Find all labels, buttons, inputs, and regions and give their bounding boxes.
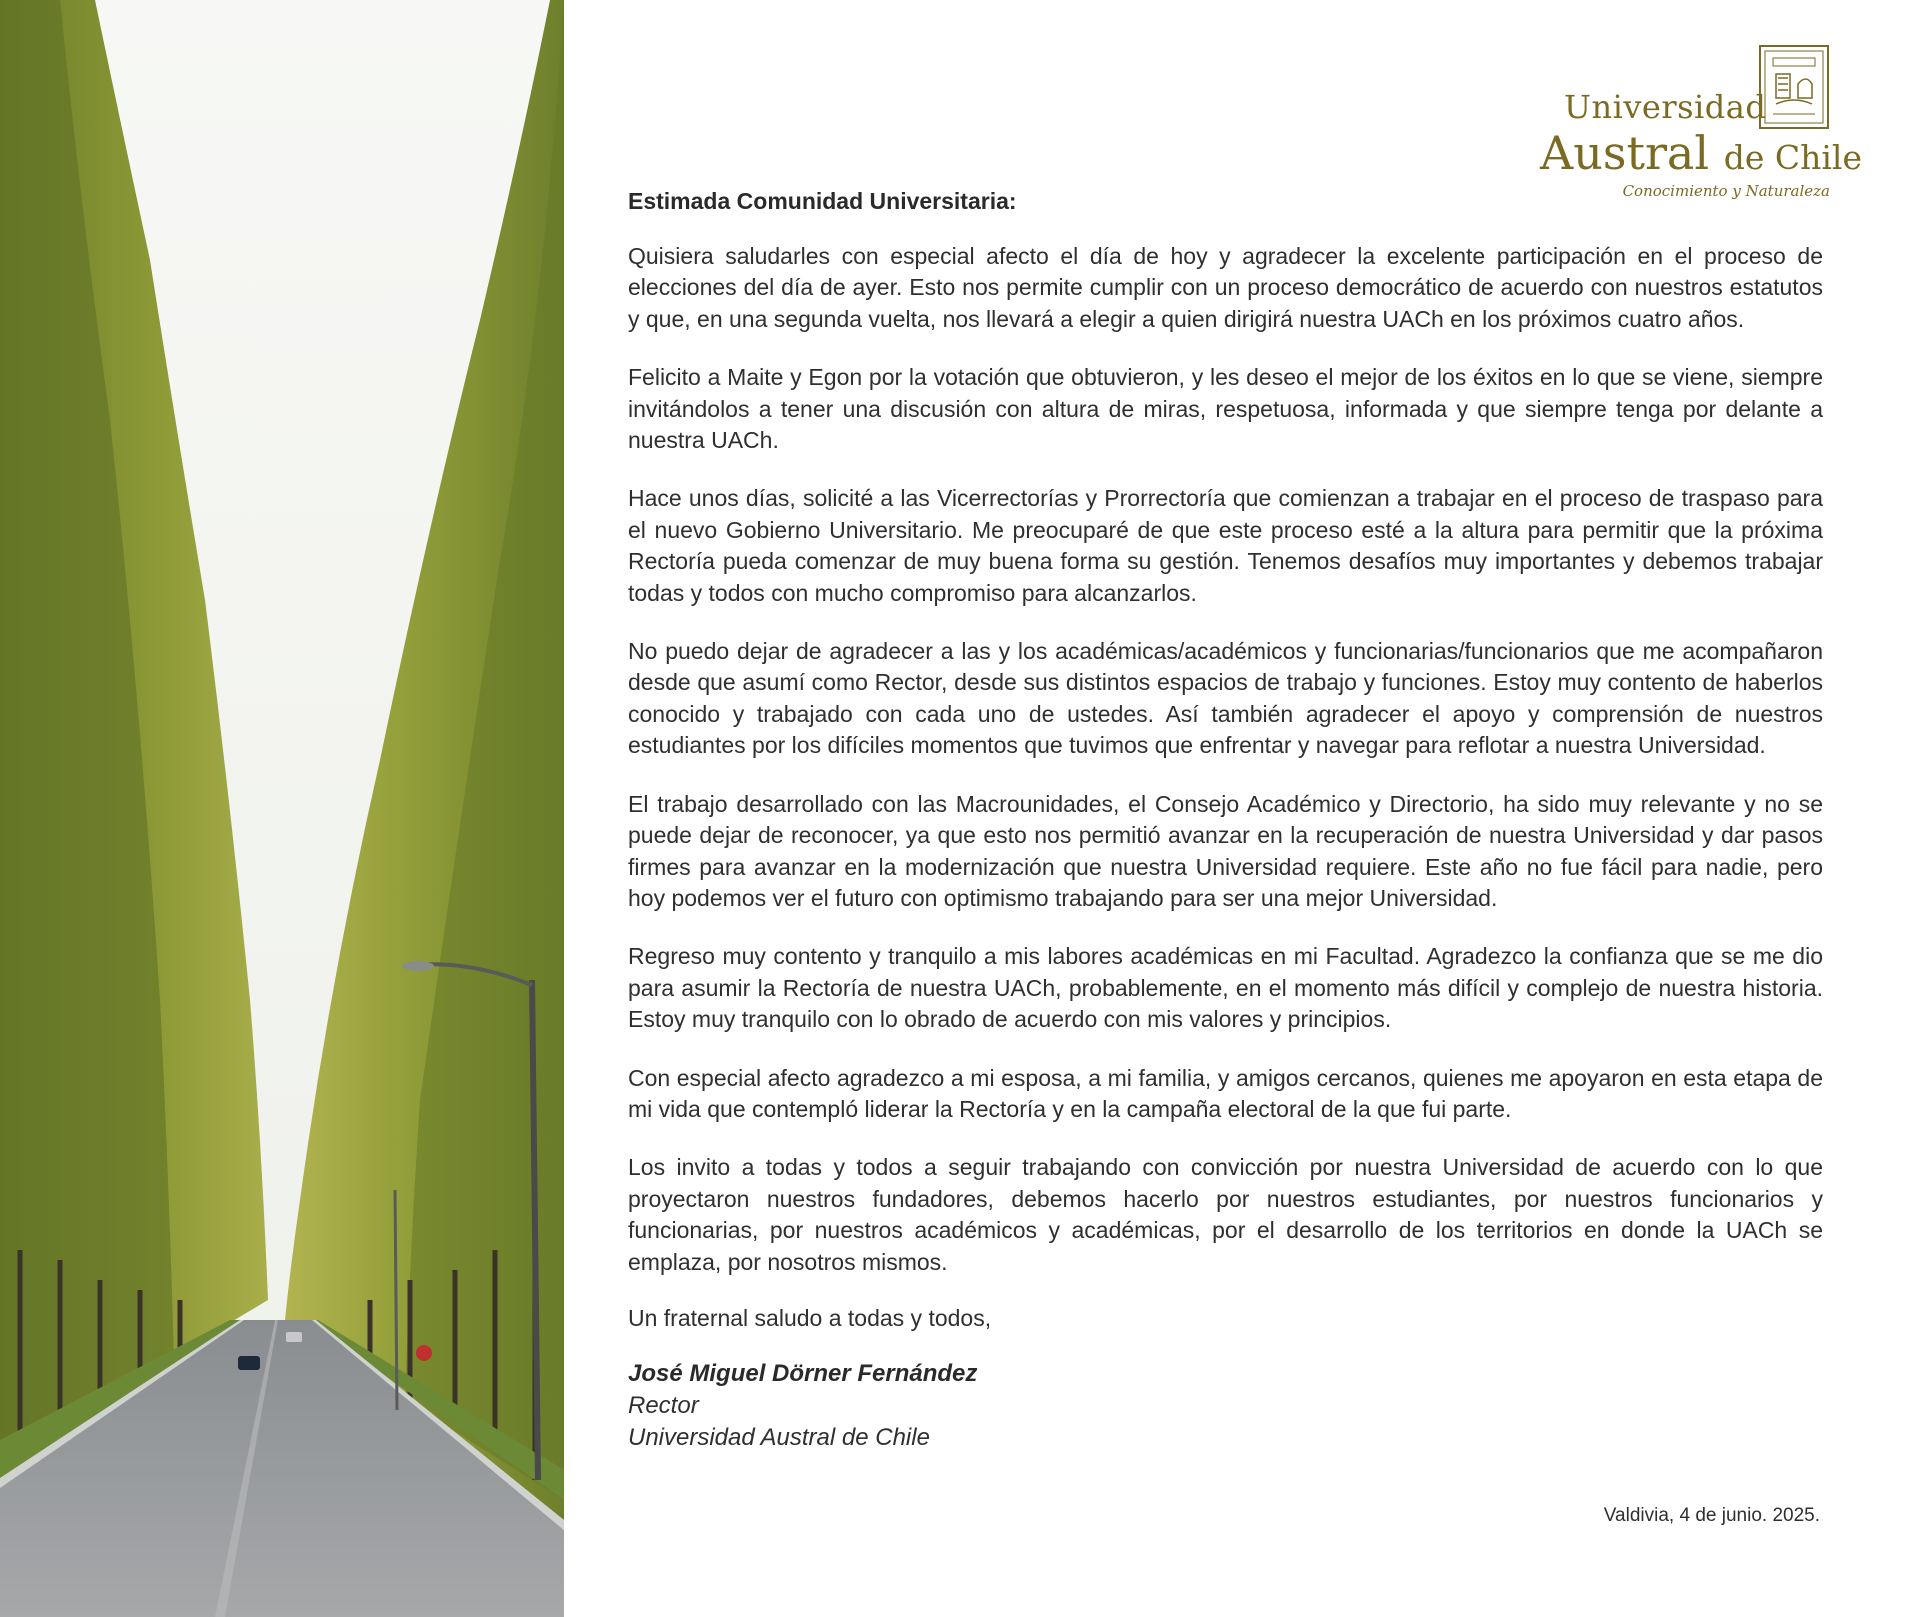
signature-role: Rector bbox=[628, 1391, 699, 1419]
tree-avenue-illustration bbox=[0, 0, 564, 1617]
logo-line-universidad: Universidad bbox=[1564, 88, 1767, 126]
paragraph: No puedo dejar de agradecer a las y los académicas/académicos y funcionarias/funcionarios que me acompañaron desde que asumí como Rector, desde sus distintos espacios de trabajo y funciones. Estoy muy contento de haberlos conocido y trabajado con cada uno de ustedes. Así también agradecer el apoyo y comprensión de nuestros estudiantes por los difíciles momentos que tuvimos que enfrentar y navegar para reflotar a nuestra Universidad. bbox=[628, 638, 1823, 759]
letter-greeting: Estimada Comunidad Universitaria: bbox=[628, 188, 1017, 214]
avenue-photo bbox=[0, 0, 564, 1617]
paragraph: Hace unos días, solicité a las Vicerrectorías y Prorrectoría que comienzan a trabajar en el proceso de traspaso para el nuevo Gobierno Universitario. Me preocuparé de que este proceso esté a la altura para permitir que la próxima Rectoría pueda comenzar de muy buena forma su gestión. Tenemos desafíos muy importantes y debemos trabajar todas y todos con mucho compromiso para alcanzarlos. bbox=[628, 485, 1823, 606]
paragraph: Los invito a todas y todos a seguir trabajando con convicción por nuestra Universidad de acuerdo con lo que proyectaron nuestros fundadores, debemos hacerlo por nuestros estudiantes, por nuestros funcionarios y funcionarias, por nuestros académicos y académicas, por el desarrollo de los territorios en donde la UACh se emplaza, por nosotros mismos. bbox=[628, 1154, 1823, 1275]
logo-tagline: Conocimiento y Naturaleza bbox=[1622, 182, 1830, 200]
university-logo bbox=[1540, 44, 1862, 204]
logo-line-austral bbox=[1540, 126, 1862, 180]
signature-institution: Universidad Austral de Chile bbox=[628, 1423, 930, 1451]
logo-de-chile-text: de Chile bbox=[1723, 138, 1862, 177]
paragraph: Felicito a Maite y Egon por la votación que obtuvieron, y les deseo el mejor de los éxitos en lo que se viene, siempre invitándolos a tener una discusión con altura de miras, respetuosa, informada y que siempre tenga por delante a nuestra UACh. bbox=[628, 364, 1823, 454]
paragraph: Quisiera saludarles con especial afecto el día de hoy y agradecer la excelente participación en el proceso de elecciones del día de ayer. Esto nos permite cumplir con un proceso democrático de acuerdo con nuestros estatutos y que, en una segunda vuelta, nos llevará a elegir a quien dirigirá nuestra UACh en los próximos cuatro años. bbox=[628, 243, 1823, 332]
letter-body bbox=[628, 188, 1823, 1454]
paragraph: Regreso muy contento y tranquilo a mis labores académicas en mi Facultad. Agradezco la confianza que se me dio para asumir la Rectoría de nuestra UACh, probablemente, en el momento más difícil y complejo de nuestra historia. Estoy muy tranquilo con lo obrado de acuerdo con mis valores y principios. bbox=[628, 943, 1823, 1033]
signature-name: José Miguel Dörner Fernández bbox=[628, 1359, 978, 1387]
university-crest-icon bbox=[1758, 44, 1830, 130]
paragraph: El trabajo desarrollado con las Macrounidades, el Consejo Académico y Directorio, ha sido muy relevante y no se puede dejar de reconocer, ya que esto nos permitió avanzar en la recuperación de nuestra Universidad y dar pasos firmes para avanzar en la modernización que nuestra Universidad requiere. Este año no fue fácil para nadie, pero hoy podemos ver el futuro con optimismo trabajando para ser una mejor Universidad. bbox=[628, 790, 1823, 911]
logo-austral-text: Austral bbox=[1540, 126, 1710, 180]
letter-date: Valdivia, 4 de junio. 2025. bbox=[1603, 1505, 1820, 1526]
paragraph: Con especial afecto agradezco a mi esposa, a mi familia, y amigos cercanos, quienes me apoyaron en esta etapa de mi vida que contempló liderar la Rectoría y en la campaña electoral de la que fui parte. bbox=[628, 1064, 1823, 1122]
letter-closing: Un fraternal saludo a todas y todos, bbox=[628, 1304, 992, 1331]
